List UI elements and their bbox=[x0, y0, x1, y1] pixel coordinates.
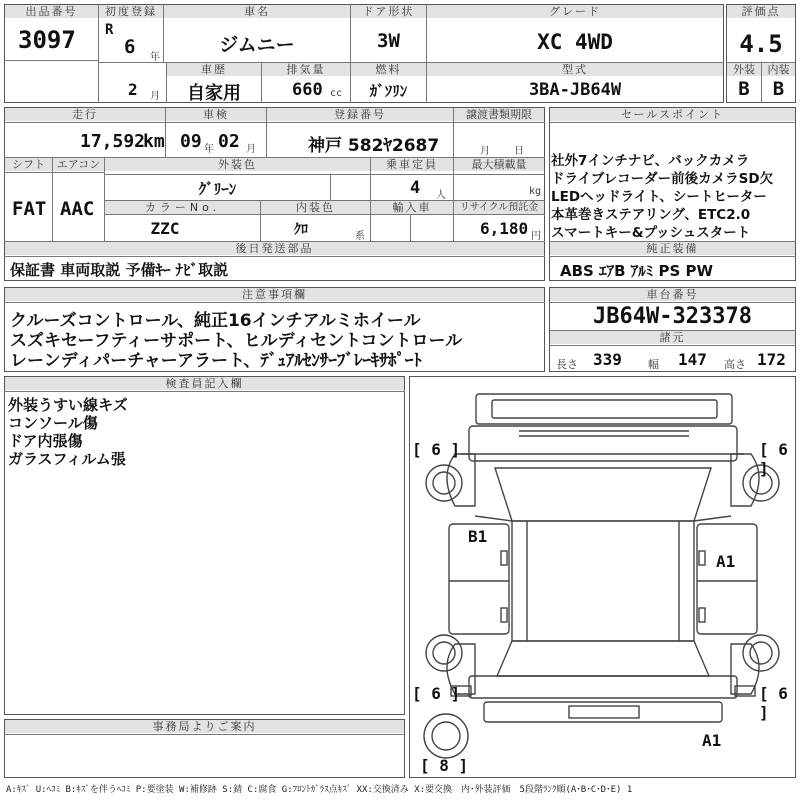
note-line: スズキセーフティーサポート、ヒルディセントコントロール bbox=[10, 331, 463, 351]
color-number: ZZC bbox=[150, 219, 180, 238]
door-type-header: ドア形状 bbox=[351, 5, 426, 18]
overall-score: 4.5 bbox=[739, 30, 783, 58]
genuine-equipment-header: 純正装備 bbox=[550, 242, 795, 255]
right-front-tire-mark: [ 6 ] bbox=[759, 440, 788, 478]
first-registration-month: 2 bbox=[128, 80, 138, 99]
note-line: クルーズコントロール、純正16インチアルミホイール bbox=[10, 311, 421, 331]
lot-number-header: 出品番号 bbox=[5, 5, 98, 18]
exterior-grade: B bbox=[738, 78, 750, 100]
inspection-month-unit: 月 bbox=[246, 144, 256, 155]
mileage: 17,592 bbox=[80, 131, 146, 152]
car-name: ジムニー bbox=[219, 34, 295, 56]
load-unit: kg bbox=[529, 186, 542, 197]
era-mark: R bbox=[105, 22, 114, 38]
exterior-color-header: 外装色 bbox=[105, 158, 370, 171]
inspection-year: 09 bbox=[180, 131, 202, 152]
spare-tire-mark: [ 8 ] bbox=[420, 756, 469, 775]
sales-point-line: 本革巻きステアリング、ETC2.0 bbox=[551, 207, 751, 223]
sales-point-line: 社外7インチナビ、バックカメラ bbox=[551, 153, 750, 169]
mileage-unit: km bbox=[143, 131, 165, 152]
chassis-number-header: 車台番号 bbox=[550, 288, 795, 301]
right-side-mark: A1 bbox=[716, 552, 736, 571]
later-parts: 保証書 車両取説 予備ｷｰ ﾅﾋﾞ取説 bbox=[10, 261, 229, 279]
license-plate: 神戸 582ﾔ2687 bbox=[308, 136, 440, 156]
displacement-unit: cc bbox=[330, 88, 343, 99]
first-registration-year: 6 bbox=[124, 36, 136, 58]
score-header: 評価点 bbox=[727, 5, 795, 18]
inspection-header: 車検 bbox=[166, 108, 266, 121]
left-rear-tire-mark: [ 6 ] bbox=[412, 684, 461, 703]
max-load-header: 最大積載量 bbox=[454, 158, 544, 171]
displacement: 660 bbox=[292, 80, 323, 100]
inspector-header: 検査員記入欄 bbox=[5, 377, 404, 390]
import-header: 輸入車 bbox=[371, 201, 453, 214]
door-type-value: 3W bbox=[377, 30, 400, 52]
specs-header: 諸元 bbox=[550, 331, 795, 344]
height: 172 bbox=[757, 350, 786, 369]
history-header: 車歴 bbox=[167, 63, 261, 76]
sales-point-line: ドライブレコーダー前後カメラSD欠 bbox=[551, 171, 774, 187]
inspector-line: ガラスフィルム張 bbox=[8, 450, 126, 468]
sales-point-line: スマートキー&プッシュスタート bbox=[551, 225, 751, 241]
notes-header: 注意事項欄 bbox=[5, 288, 544, 301]
sales-point-line: LEDヘッドライト、シートヒーター bbox=[551, 189, 767, 205]
interior-color: ｸﾛ bbox=[294, 222, 308, 238]
color-number-header: カラーNo. bbox=[105, 201, 260, 214]
first-registration-header: 初度登録 bbox=[99, 5, 163, 18]
left-side-mark: B1 bbox=[468, 527, 488, 546]
capacity-header: 乗車定員 bbox=[371, 158, 453, 171]
year-unit: 年 bbox=[150, 52, 160, 63]
rear-mark: A1 bbox=[702, 731, 722, 750]
grade-header: グレード bbox=[427, 5, 723, 18]
inspector-line: コンソール傷 bbox=[8, 414, 98, 432]
capacity: 4 bbox=[410, 178, 421, 198]
inspection-month: 02 bbox=[218, 131, 240, 152]
vehicle-history: 自家用 bbox=[187, 83, 241, 104]
recycle-header: リサイクル預託金 bbox=[454, 201, 544, 214]
inspection-year-unit: 年 bbox=[204, 144, 214, 155]
interior-color-unit: 系 bbox=[355, 231, 365, 242]
capacity-unit: 人 bbox=[436, 190, 446, 201]
interior-color-header: 内装色 bbox=[261, 201, 370, 214]
aircon-header: エアコン bbox=[53, 158, 104, 171]
interior-header: 内装 bbox=[762, 63, 795, 76]
later-parts-header: 後日発送部品 bbox=[5, 242, 544, 255]
shift-header: シフト bbox=[5, 158, 52, 171]
mileage-header: 走行 bbox=[5, 108, 165, 121]
legend: A:ｷｽﾞ U:ﾍｺﾐ B:ｷｽﾞを伴うﾍｺﾐ P:要塗装 W:補修跡 S:錆 C:腐食 G:ﾌﾛﾝﾄｶﾞﾗｽ点ｷｽﾞ XX:交換済み X:要交換 内･外装評価 5段階ﾗﾝｸ順(A･B･C･D･E) 1 bbox=[6, 785, 633, 795]
transfer-day-unit: 日 bbox=[514, 146, 524, 157]
shift-type: FAT bbox=[12, 198, 47, 220]
model-header: 型式 bbox=[427, 63, 723, 76]
car-name-header: 車名 bbox=[164, 5, 350, 18]
office-header: 事務局よりご案内 bbox=[5, 720, 404, 733]
grade: XC 4WD bbox=[537, 30, 613, 54]
month-unit: 月 bbox=[150, 91, 160, 102]
left-front-tire-mark: [ 6 ] bbox=[412, 440, 461, 459]
exterior-header: 外装 bbox=[727, 63, 761, 76]
inspector-line: 外装うすい線キズ bbox=[8, 396, 128, 414]
length: 339 bbox=[593, 350, 622, 369]
fuel-type: ｶﾞｿﾘﾝ bbox=[369, 82, 408, 100]
transfer-month-unit: 月 bbox=[480, 146, 490, 157]
length-label: 長さ bbox=[556, 358, 578, 371]
inspector-line: ドア内張傷 bbox=[8, 432, 83, 450]
right-rear-tire-mark: [ 6 ] bbox=[759, 684, 788, 722]
displacement-header: 排気量 bbox=[262, 63, 350, 76]
exterior-color: ｸﾞﾘｰﾝ bbox=[198, 180, 237, 198]
chassis-number: JB64W-323378 bbox=[593, 304, 752, 329]
recycle-fee: 6,180 bbox=[480, 219, 529, 238]
plate-header: 登録番号 bbox=[267, 108, 453, 121]
lot-number: 3097 bbox=[18, 26, 76, 54]
note-line: レーンディパーチャーアラート、ﾃﾞｭｱﾙｾﾝｻｰﾌﾞﾚｰｷｻﾎﾟｰﾄ bbox=[10, 351, 422, 371]
height-label: 高さ bbox=[724, 358, 746, 371]
transfer-deadline-header: 譲渡書類期限 bbox=[454, 108, 544, 121]
sales-points-header: セールスポイント bbox=[550, 108, 795, 121]
aircon-type: AAC bbox=[60, 198, 95, 220]
recycle-unit: 円 bbox=[531, 231, 541, 242]
fuel-header: 燃料 bbox=[351, 63, 426, 76]
interior-grade: B bbox=[772, 78, 785, 100]
width-label: 幅 bbox=[648, 358, 659, 371]
model-code: 3BA-JB64W bbox=[528, 80, 622, 100]
car-outline bbox=[409, 376, 796, 778]
genuine-equipment: ABS ｴｱB ｱﾙﾐ PS PW bbox=[560, 262, 714, 280]
width: 147 bbox=[678, 350, 707, 369]
